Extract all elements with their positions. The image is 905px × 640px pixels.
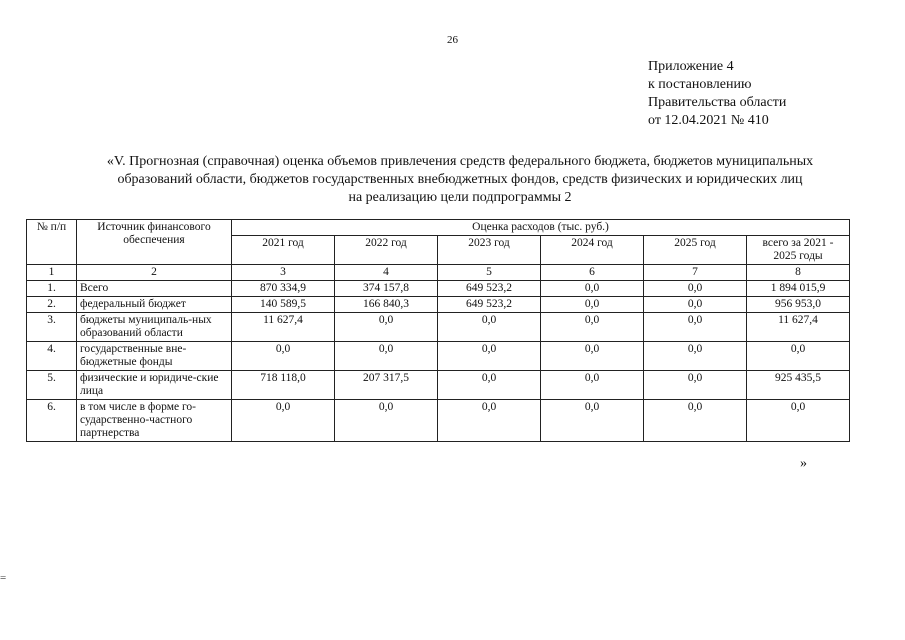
header-estimate: Оценка расходов (тыс. руб.): [232, 220, 850, 236]
table-row: [27, 400, 850, 442]
appendix-line: Приложение 4: [648, 59, 734, 74]
table-row: [27, 281, 850, 297]
row-value: 0,0: [644, 297, 747, 313]
row-value: 166 840,3: [335, 297, 438, 313]
row-value: 0,0: [644, 400, 747, 442]
appendix-header: [648, 58, 786, 130]
row-source: в том числе в форме го-сударственно-частного партнерства: [77, 400, 232, 442]
table-row: [27, 342, 850, 371]
page-number: 26: [447, 34, 458, 46]
column-number: 3: [232, 265, 335, 281]
appendix-line: от 12.04.2021 № 410: [648, 113, 769, 128]
header-year: 2022 год: [335, 236, 438, 265]
row-value: 0,0: [644, 281, 747, 297]
row-value: 649 523,2: [438, 281, 541, 297]
row-value: 649 523,2: [438, 297, 541, 313]
row-number: 2.: [27, 297, 77, 313]
row-number: 1.: [27, 281, 77, 297]
row-value: 140 589,5: [232, 297, 335, 313]
header-source: Источник финансового обеспечения: [77, 220, 232, 265]
row-source: физические и юридиче-ские лица: [77, 371, 232, 400]
row-total: 0,0: [747, 400, 850, 442]
title-line: «V. Прогнозная (справочная) оценка объемов привлечения средств федерального бюджета, бюджетов муниципальных: [106, 154, 814, 169]
row-value: 0,0: [335, 400, 438, 442]
header-year: 2024 год: [541, 236, 644, 265]
row-value: 870 334,9: [232, 281, 335, 297]
row-value: 0,0: [438, 313, 541, 342]
appendix-line: к постановлению: [648, 77, 752, 92]
row-source: Всего: [77, 281, 232, 297]
row-value: 0,0: [438, 400, 541, 442]
row-value: 0,0: [541, 281, 644, 297]
funding-table: [26, 219, 850, 442]
margin-mark: =: [0, 572, 7, 584]
appendix-line: Правительства области: [648, 95, 787, 110]
row-total: 956 953,0: [747, 297, 850, 313]
row-value: 0,0: [541, 297, 644, 313]
section-title: [40, 153, 880, 207]
row-number: 5.: [27, 371, 77, 400]
row-source: бюджеты муниципаль-ных образований области: [77, 313, 232, 342]
row-value: 374 157,8: [335, 281, 438, 297]
column-number: 7: [644, 265, 747, 281]
row-value: 0,0: [644, 342, 747, 371]
row-value: 0,0: [644, 371, 747, 400]
table-row: [27, 313, 850, 342]
column-number: 6: [541, 265, 644, 281]
row-value: 0,0: [541, 342, 644, 371]
row-source: федеральный бюджет: [77, 297, 232, 313]
row-value: 0,0: [232, 400, 335, 442]
row-number: 6.: [27, 400, 77, 442]
header-year: 2021 год: [232, 236, 335, 265]
row-value: 0,0: [541, 371, 644, 400]
row-number: 3.: [27, 313, 77, 342]
column-number: 2: [77, 265, 232, 281]
row-value: 718 118,0: [232, 371, 335, 400]
table-row: [27, 297, 850, 313]
column-number: 8: [747, 265, 850, 281]
row-total: 925 435,5: [747, 371, 850, 400]
closing-quote: »: [800, 456, 807, 471]
row-number: 4.: [27, 342, 77, 371]
row-value: 0,0: [438, 342, 541, 371]
column-number: 4: [335, 265, 438, 281]
row-total: 11 627,4: [747, 313, 850, 342]
row-value: 0,0: [438, 371, 541, 400]
row-source: государственные вне-бюджетные фонды: [77, 342, 232, 371]
row-total: 1 894 015,9: [747, 281, 850, 297]
row-value: 0,0: [232, 342, 335, 371]
row-value: 0,0: [335, 342, 438, 371]
header-year: 2025 год: [644, 236, 747, 265]
title-line: образований области, бюджетов государственных внебюджетных фондов, средств физических и юридических лиц: [117, 172, 803, 187]
table-row: [27, 371, 850, 400]
column-number: 1: [27, 265, 77, 281]
row-value: 0,0: [541, 400, 644, 442]
title-line: на реализацию цели подпрограммы 2: [348, 190, 572, 205]
row-value: 0,0: [335, 313, 438, 342]
header-year: 2023 год: [438, 236, 541, 265]
row-value: 0,0: [541, 313, 644, 342]
header-num: № п/п: [27, 220, 77, 265]
column-number: 5: [438, 265, 541, 281]
row-value: 207 317,5: [335, 371, 438, 400]
row-value: 11 627,4: [232, 313, 335, 342]
header-total: всего за 2021 - 2025 годы: [747, 236, 850, 265]
row-total: 0,0: [747, 342, 850, 371]
row-value: 0,0: [644, 313, 747, 342]
